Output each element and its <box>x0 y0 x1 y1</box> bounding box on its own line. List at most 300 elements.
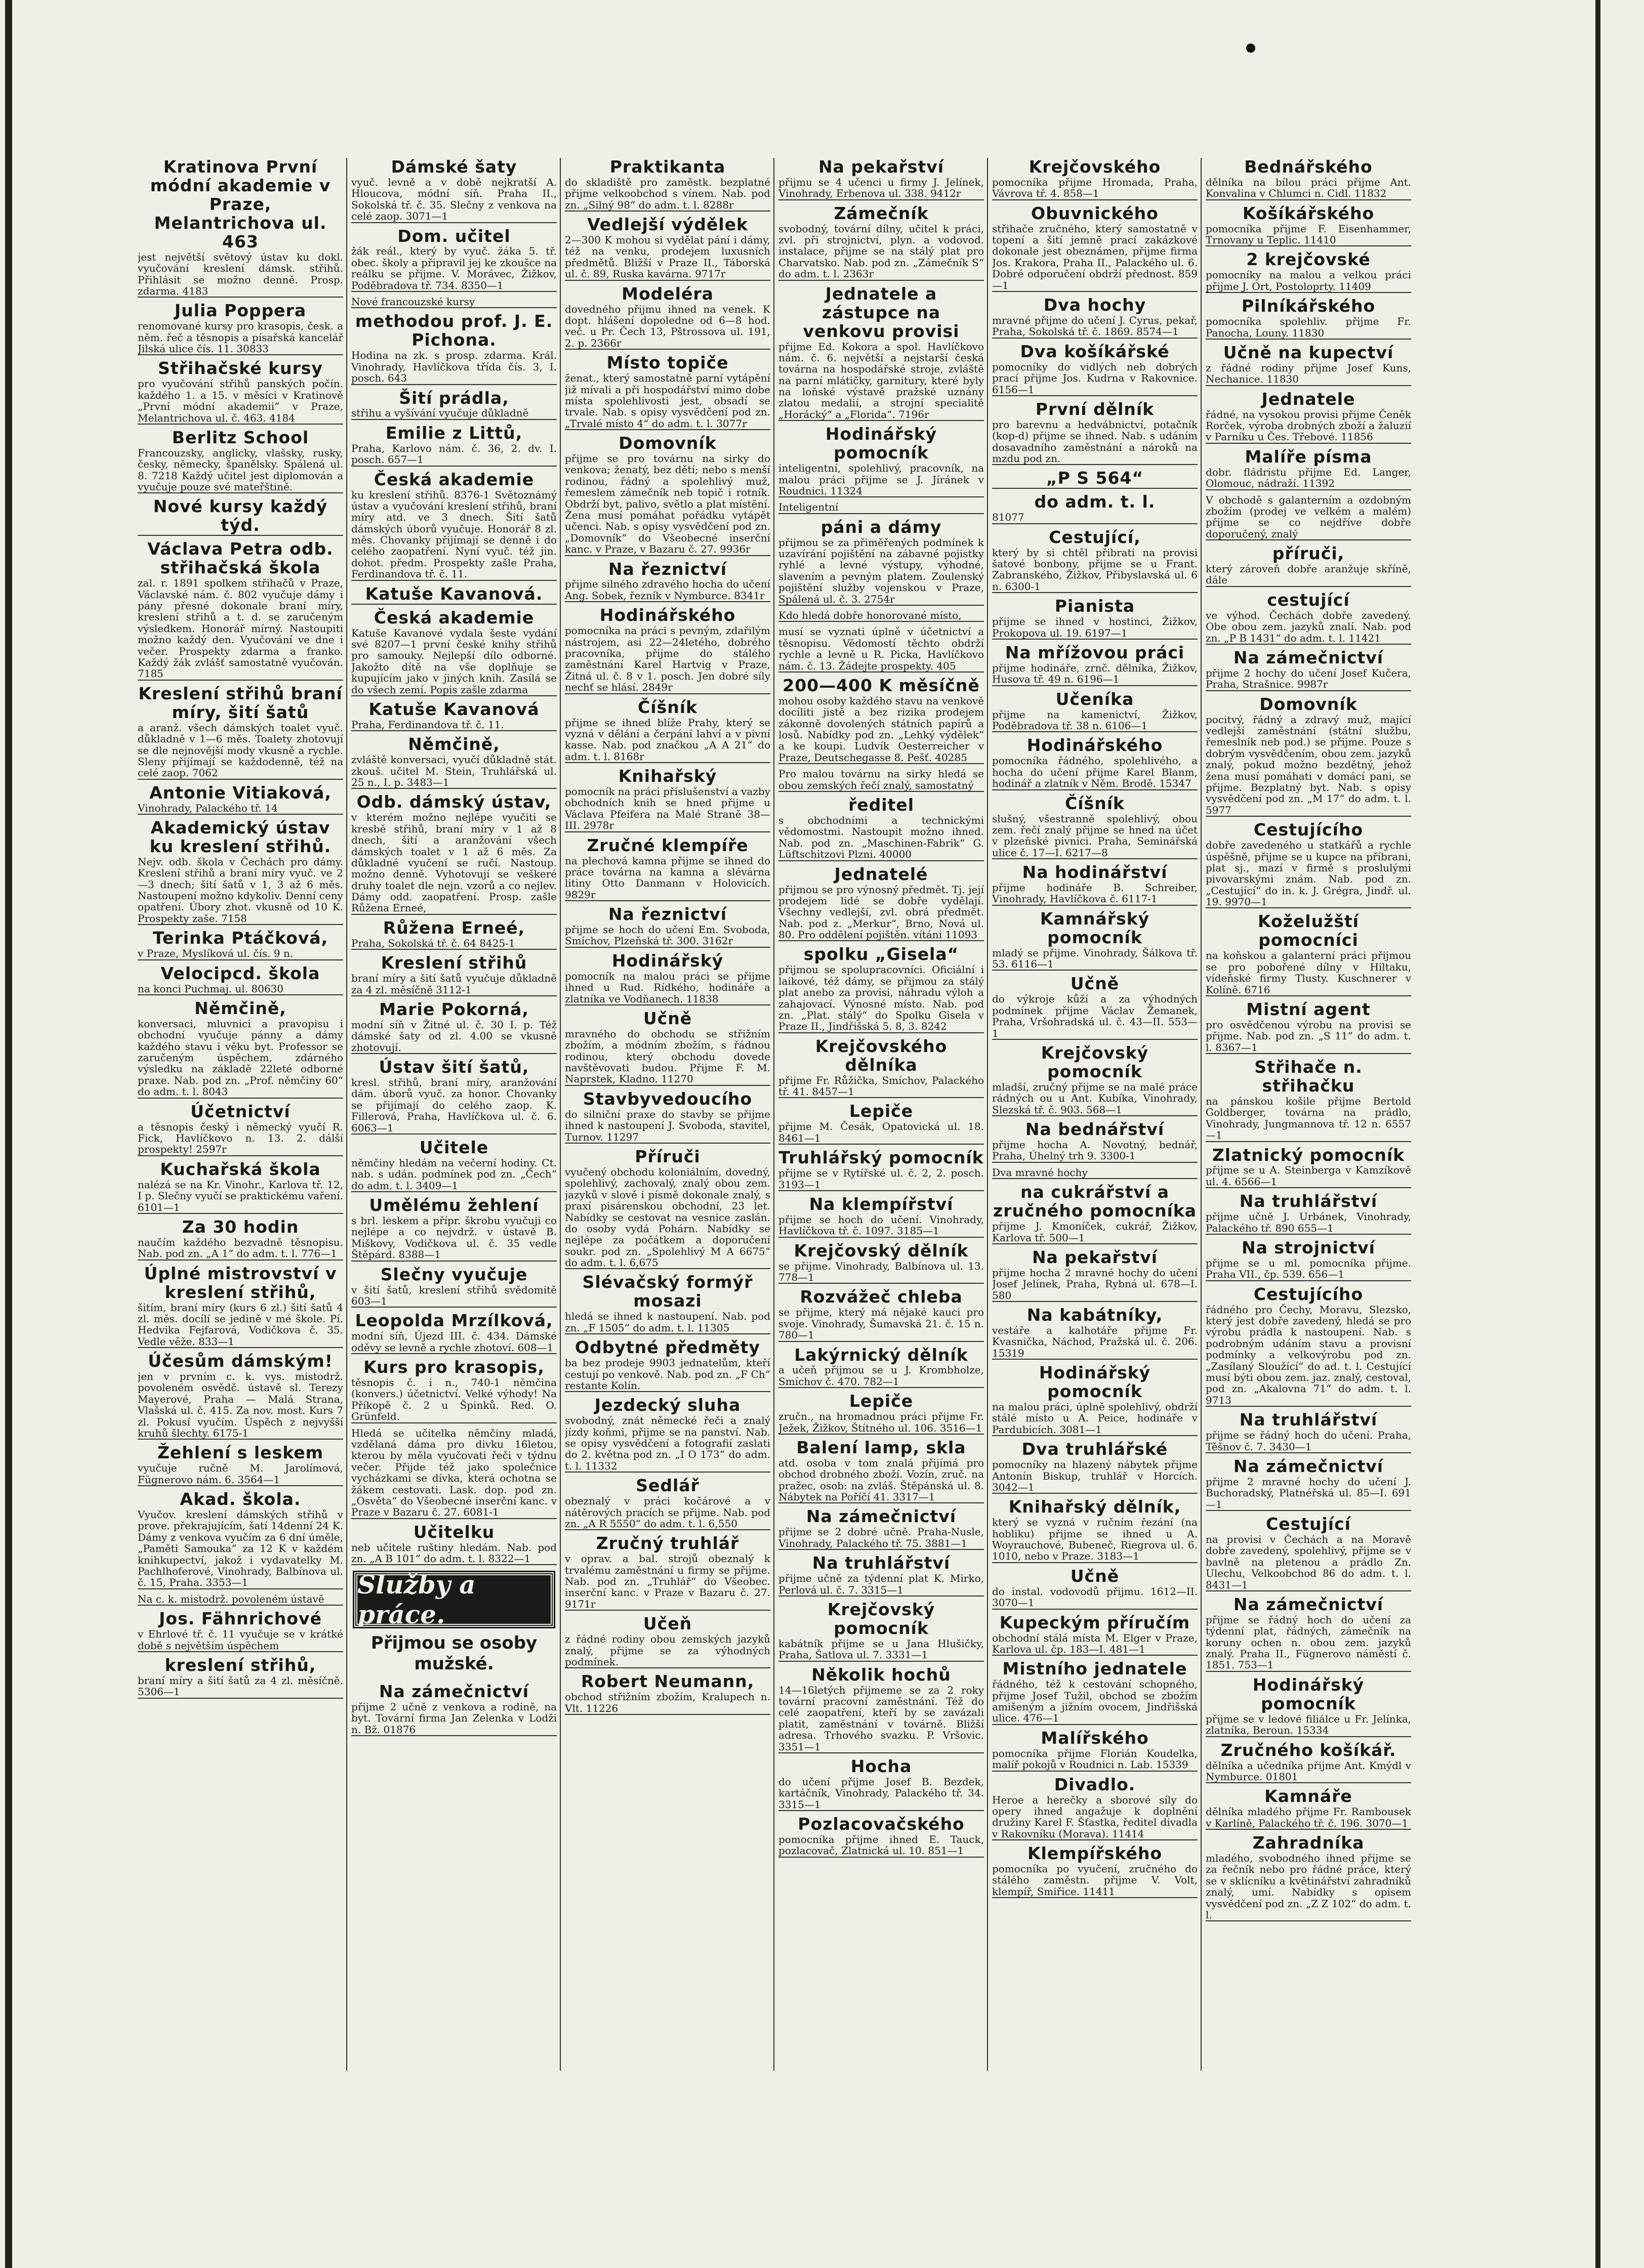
classified-ad <box>1206 390 1411 444</box>
classified-ad <box>351 296 557 308</box>
ad-heading: Na zámečnictví <box>1233 1594 1384 1614</box>
ad-column-5 <box>992 158 1198 2071</box>
ad-heading: Na truhlářství <box>1239 1191 1378 1211</box>
classified-ad <box>778 1439 984 1504</box>
ad-heading: Kuchařská škola <box>160 1159 321 1179</box>
ad-heading: Učně <box>1070 1566 1120 1586</box>
classified-ad <box>1206 1834 1411 1921</box>
ad-heading: Dom. učitel <box>397 226 511 246</box>
classified-ad <box>1206 1515 1411 1591</box>
classified-ad <box>778 945 984 1033</box>
ad-heading: Lakýrnický dělník <box>794 1345 968 1365</box>
classified-ad <box>778 677 984 764</box>
ad-body: přijme se ihned blíže Prahy, který se vyzná v dělání a čerpání lahví a v pivní kasse. Nab. pod značkou „A A 21“ do adm. t. l. 8168r <box>565 716 770 763</box>
classified-ad <box>565 1338 770 1392</box>
ad-heading: Václava Petra odb. střihačská škola <box>147 539 334 578</box>
classified-ad <box>565 216 770 281</box>
ad-body: kabátník přijme se u Jana Hlušičky, Praha, Šatlova ul. 7. 3331—1 <box>778 1637 984 1661</box>
ad-heading: Účesům dámským! <box>148 1351 333 1371</box>
classified-ad <box>992 1364 1198 1436</box>
classified-ad <box>992 1729 1198 1772</box>
ad-body: v Praze, Myslíková ul. čís. 9 n. <box>138 947 294 960</box>
ad-body: Dva mravné hochy <box>992 1166 1088 1179</box>
ad-heading: Kurs pro krasopis, <box>363 1357 545 1377</box>
classified-ad <box>138 359 343 425</box>
ad-body: v kterém možno nejlépe vyučiti se kresbě střihů, braní míry v 1 až 8 dnech, šití a aranžování všech dámských toalet v 1 až 6 měs. Za důkladné vyučení se ručí. Nastoup. možno denně. Vyhotovují se veškeré druhy toalet dle nejn. vzorů a co nejlev. Dámy odd. zaopatření. Prosp. zašle Růžena Erneé, <box>351 811 557 914</box>
classified-ad <box>565 1477 770 1530</box>
ad-body: střihače zručného, který samostatně v topení a šití jemně prací zakázkové dokonale jest obeznámen, přijme firma Jos. Krakora, Praha II., Palackého ul. 6. Dobré odporučení obdrží přednost. 859—1 <box>992 222 1198 291</box>
classified-ad <box>1206 448 1411 490</box>
ad-heading: Krejčovský pomocník <box>1041 1043 1149 1081</box>
ad-body: přijme se pro továrnu na sirky do venkova; ženatý, bez dětí; nebo s menší rodinou, řádný a spolehlivý muž, řemeslem zámečník neb topič i rotník. Obdrží byt, palivo, světlo a plat místění. Žena musí pomáhat pořádku vytápět učenci. Nab. s opisy vysvědčení pod zn. „Domovník“ do Všeobecné inserční kanc. v Praze, v Bazaru č. 27. 9936r <box>565 452 770 556</box>
ad-heading: Robert Neumann, <box>581 1671 755 1692</box>
ad-body: Vinohrady, Palackého tř. 14 <box>138 802 278 814</box>
ad-heading: Bednářského <box>1244 158 1373 177</box>
ad-heading: Na řeznictví <box>608 904 727 925</box>
ad-body: Vyučov. kreslení dámských střihů v prove. překrajujícím, šatí 14denní 24 K. Dámy z venkova vyučím za 6 dní úměle, „Paměti Samouka“ za 12 K v každém knihkupectví, jakož i vydavatelky M. Pachlhoferové, Vinohrady, Balbínova ul. č. 15, Praha. 3353—1 <box>138 1508 343 1589</box>
classified-ad <box>138 429 343 494</box>
classified-ad <box>351 1000 557 1054</box>
ad-heading: Pilníkářského <box>1241 296 1376 316</box>
ad-body: který se vyzná v ručním řezání (na hobliku) přijme se ihned u A. Woyrauchové, Bubeneč, Riegrova ul. 6. 1010, nebo v Praze. 3183—1 <box>992 1516 1198 1563</box>
classified-ad <box>351 227 557 292</box>
ad-heading: Číšník <box>638 697 697 717</box>
ad-body: přijme hodináře B. Schreiber, Vinohrady, Havlíčkova č. 6117-1 <box>992 881 1198 905</box>
classified-ad <box>992 1776 1198 1841</box>
classified-ad <box>1206 1595 1411 1672</box>
section-banner-title: Služby a práce. <box>357 1570 476 1630</box>
ad-body: dobře zavedeného u statkářů a rychle úspěšně, přijme se u kupce na příbrani, plat sj., mazí v firmě s proslulými pivovarskými znám. Nab. pod zn. „Cestující“ do in. k. J. Grégra, Jindř. ul. 19. 9970—1 <box>1206 839 1411 908</box>
ad-heading: Střihačské kursy <box>158 358 323 379</box>
classified-ad <box>778 865 984 942</box>
ad-body: z řádné rodiny obou zemských jazyků znalý, přijme se za výhodných podmínek. <box>565 1633 770 1668</box>
ad-body: mladší, zručný přijme se na malé práce rádných ou u Ant. Kubíka, Vinohrady, Slezská tř. č. 903. 568—1 <box>992 1080 1198 1116</box>
ad-body: Francouzsky, anglicky, vlašsky, rusky, česky, německy, španělsky. Spálená ul. 8. 7218 Každý učitel jest diplomován a vyučuje pouze své mateřštině. <box>138 446 343 493</box>
ad-heading: Na truhlářství <box>812 1553 951 1573</box>
ad-heading: Berlitz School <box>172 427 309 447</box>
classified-ad <box>351 424 557 467</box>
classified-ad <box>1206 1457 1411 1511</box>
classified-ad <box>1206 1000 1411 1054</box>
ad-heading: Knihařský <box>618 766 717 786</box>
classified-ad <box>565 434 770 556</box>
ad-body: vestáře a kalhotáře přijme Fr. Kvasnička, Náchod, Pražská ul. č. 206. 15319 <box>992 1324 1198 1359</box>
ad-heading: Akad. škola. <box>180 1489 301 1509</box>
classified-ad <box>138 999 343 1099</box>
ad-heading: Hodinářského <box>599 605 736 625</box>
ad-heading: Truhlářský pomocník <box>778 1148 984 1168</box>
ad-heading: Učitele <box>419 1137 489 1157</box>
classified-ad <box>1206 695 1411 817</box>
classified-ad <box>992 1660 1198 1725</box>
ad-heading: Stavbyvedoucího <box>583 1088 753 1109</box>
classified-ad <box>992 644 1198 686</box>
ad-heading: Hodinářský pomocník <box>1252 1674 1365 1713</box>
ad-body: na malou práci, úplně spolehlivý, obdrží stálé místo u A. Peice, hodináře v Pardubicích. 3081—1 <box>992 1401 1198 1436</box>
ad-heading: Za 30 hodin <box>182 1216 299 1237</box>
ad-heading: Kreslení střihů braní míry, šití šatů <box>138 683 343 722</box>
classified-ad <box>565 1615 770 1668</box>
classified-ad <box>138 1593 343 1606</box>
ad-body: a těsnopis český i německý vyučí R. Fick, Havlíčkovo n. 13. 2. dálší prospekty! 2597r <box>138 1120 343 1156</box>
ad-heading: Na strojnictví <box>1241 1237 1375 1257</box>
ad-heading: První dělník <box>1035 399 1155 419</box>
ad-body: přijme 2 mravné hochy do učení J. Buchoradský, Platnéřská ul. 85—I. 691—1 <box>1206 1475 1411 1510</box>
classified-ad <box>778 1666 984 1753</box>
ad-body: 2—300 K mohou si vydělat pání i dámy, též na venku, prodejem luxusních předmětů. Bližší v Praze II., Táborská ul. č. 89, Ruska kavárna. 9717r <box>565 234 770 280</box>
ad-body: pomocníka přijme Florián Koudelka, malíř pokojů v Roudnici n. Lab. 15339 <box>992 1747 1198 1771</box>
classified-ad <box>138 1490 343 1589</box>
ad-body: braní míry a šití šatů za 4 zl. měsíčně. 5306—1 <box>138 1674 343 1698</box>
classified-ad <box>1206 297 1411 340</box>
ad-body: Praha, Sokolská tř. č. 64 8425-1 <box>351 937 515 949</box>
ad-heading: Kamnářský pomocník <box>1040 908 1150 947</box>
section-subheading: Přijmou se osoby mužské. <box>371 1633 538 1674</box>
classified-ad <box>351 1196 557 1262</box>
classified-ad <box>778 518 984 606</box>
ad-body: se přijme, který má nějaké kauci pro svoje. Vinohrady, Šumavská 21. č. 15 n. 780—1 <box>778 1306 984 1341</box>
classified-ad <box>778 1037 984 1099</box>
ad-column-3 <box>565 158 770 2071</box>
ad-heading: Hodinářský pomocník <box>825 424 937 463</box>
classified-ad <box>1206 250 1411 293</box>
ad-body: přijme učně J. Urbánek, Vinohrady, Palackého tř. 890 655—1 <box>1206 1210 1411 1234</box>
classified-ad <box>565 1273 770 1334</box>
ad-heading: Modeléra <box>622 283 714 304</box>
classified-ad <box>778 1195 984 1238</box>
ad-heading: Dva truhlářské <box>1021 1439 1168 1459</box>
classified-ad <box>1206 204 1411 247</box>
classified-ad <box>565 354 770 430</box>
ad-body: přijme silného zdravého hocha do učení Ang. Sobek, řezník v Nymburce. 8341r <box>565 578 770 602</box>
ad-body: modní síň v Žitné ul. č. 30 I. p. Též dámské šaty od zl. 4.00 se vkusně zhotovují. <box>351 1018 557 1054</box>
ad-body: obchod střižním zbožím, Kralupech n. Vlt. 11226 <box>565 1691 770 1714</box>
ad-body: ba bez prodeje 9903 jednatelům, kteří cestují po venkově. Nab. pod zn. „F Ch“ restante Kolín. <box>565 1357 770 1392</box>
ad-heading: Dámské šaty <box>391 158 517 177</box>
classified-ad <box>565 158 770 212</box>
ad-body: Praha, Ferdinandova tř. č. 11. <box>351 718 504 731</box>
ad-heading: Mistního jednatele <box>1002 1659 1187 1679</box>
classified-ad <box>1206 1741 1411 1784</box>
classified-ad <box>778 768 984 792</box>
ad-heading: Umělému žehlení <box>369 1195 539 1215</box>
classified-ad <box>992 1183 1198 1244</box>
classified-ad <box>992 1844 1198 1898</box>
ad-column-4 <box>778 158 984 2071</box>
ad-heading: Krejčovského dělníka <box>815 1036 948 1075</box>
ad-body: přijme se řádný hoch do učení za týdenní plat, řádných, zámečník na koruny ochen n. obou zem. jazyků znalý. Praha II., Fügnerovo náměstí č. 1851. 753—1 <box>1206 1613 1411 1671</box>
ad-heading: Cestujícího <box>1253 820 1364 840</box>
ad-body: Hodina na zk. s prosp. zdarma. Král. Vinohrady, Havlíčkova třída čís. 3, I. posch. 643 <box>351 349 557 385</box>
classified-ad <box>992 975 1198 1040</box>
classified-ad <box>138 1352 343 1440</box>
ad-heading: Praktikanta <box>609 158 726 177</box>
ad-body: dělníka a učedníka přijme Ant. Kmýdl v Nymburce. 01801 <box>1206 1759 1411 1783</box>
classified-ad <box>778 1507 984 1550</box>
ad-body: dělníka mladého přijme Fr. Rambousek v Karlíně, Palackého tř. č. 196. 3070—1 <box>1206 1805 1411 1829</box>
ad-heading: Na pekařství <box>818 158 944 177</box>
ad-body: pomocník na malou práci se přijme ihned u Rud. Rídkého, hodináře a zlatníka ve Vodňanech. 11838 <box>565 970 770 1005</box>
ad-body: Heroe a herečky a sborové síly do opery ihned angažuje k doplnění družiny Karel F. Šťastka, ředitel divadla v Rakovníku (Morava). 11414 <box>992 1793 1198 1840</box>
ad-heading: Domovník <box>1259 694 1358 714</box>
ad-heading: Odbytné předměty <box>575 1337 760 1358</box>
classified-ad <box>138 1103 343 1156</box>
ad-heading: Na bednářství <box>1025 1119 1165 1140</box>
classified-ad <box>351 1139 557 1192</box>
ad-body: pocitvý, řádný a zdravý muž, mající vedlejší zaměstnání (státní službu, řemeslník neb pod.) se přijme. Pouze s dobrým vysvědčením, obou zem. jazyků znalý, pokud možno bezdětný, jehož žena musí pomáhati v domácí pani, se přijme. Bezplatný byt. Nab. s opisy vysvědčení pod zn. „M 17“ do adm. t. l. 5977 <box>1206 713 1411 816</box>
classified-ad <box>778 1757 984 1811</box>
classified-ad <box>992 1567 1198 1610</box>
ad-heading: Odb. dámský ústav, <box>356 792 552 812</box>
ad-heading: Cestujícího <box>1253 1284 1364 1304</box>
classified-ad <box>351 1358 557 1423</box>
classified-ad <box>1206 158 1411 200</box>
ad-body: těsnopis č. i n., 740-1 němčina (konvers.) účetnictví. Velké výhody! Na Příkopě č. 2 u Špinků. Red. O. Grünfeld. <box>351 1376 557 1423</box>
ad-body: a aranž. všech dámských toalet vyuč. důkladně v 1—6 měs. Toalety zhotovují se dle nejnovější mody vkusně a rychle. Sleny přijímají se každodenně, též na celé zaop. 7062 <box>138 721 343 779</box>
ad-heading: Pianista <box>1054 596 1135 616</box>
classified-ad <box>992 296 1198 339</box>
ad-body: do učení přijme Josef B. Bezdek, kartáčník, Vinohrady, Palackého tř. 34. 3315—1 <box>778 1775 984 1811</box>
ad-heading: Marie Pokorná, <box>379 999 529 1019</box>
ad-body: řádného, též k cestování schopného, přijme Josef Tužil, obchod se zbožím amišeným a jižním ovocem, Jindřišská ulice. 476—1 <box>992 1678 1198 1725</box>
classified-ad <box>1206 649 1411 691</box>
classified-ad <box>778 285 984 422</box>
classified-ad <box>778 610 984 622</box>
ad-body: v šití šatů, kreslení střihů svědomitě 603—1 <box>351 1283 557 1307</box>
ad-heading: Němčině, <box>194 998 286 1018</box>
ad-heading: Slečny vyučuje <box>380 1264 528 1284</box>
ad-heading: příruči, <box>1272 543 1345 564</box>
ad-body: na provisi v Čechách a na Moravě dobře zavedený, spolehlivý, přijme se v bavlně na pletenou a prádlo Zn. Ulechu, Velkoobchod 86 do adm. t. l. 8431—1 <box>1206 1533 1411 1591</box>
ad-heading: Dva košíkářské <box>1020 341 1170 361</box>
classified-ad <box>138 1265 343 1348</box>
ad-body: mravné přijme do učení J. Cyrus, pekař, Praha, Sokolská tř. č. 1869. 8574—1 <box>992 314 1198 338</box>
ad-body: přijme na kamenictví, Žižkov, Poděbradova tř. 38 n. 6106—1 <box>992 708 1198 732</box>
ad-body: přijme se u ml. pomocníka přijme. Praha VII., čp. 539. 656—1 <box>1206 1256 1411 1281</box>
ad-body: Nové francouzské kursy <box>351 296 475 308</box>
ad-heading: Hocha <box>850 1756 912 1776</box>
ad-heading: 200—400 K měsíčně <box>783 675 980 695</box>
classified-ad <box>992 1306 1198 1360</box>
classified-ad <box>138 158 343 298</box>
classified-ad <box>992 493 1198 524</box>
ad-heading: Česká akademie <box>374 469 535 489</box>
ad-body: pomocníka řádného, spolehlivého, a hocha do učení přijme Karel Blanm, hodinář a zlatník v Něm. Brodě. 15347 <box>992 754 1198 790</box>
ad-body: s brl. leskem a přípr. škrobu vyučuji co nejlépe a co nejvdrž. v ústavě B. Miškovy, Vodičkova ul. č. 35 vedle Štěpárd. 8388—1 <box>351 1214 557 1261</box>
classified-ad <box>992 794 1198 860</box>
classified-ad <box>778 1288 984 1341</box>
classified-ad <box>992 1167 1198 1179</box>
ad-heading: Česká akademie <box>374 607 535 627</box>
ad-body: řádné, na vysokou provisi přijme Čeněk Rorček, výroba drobných zboží a žaluzií v Parníku u Čes. Třebové. 11856 <box>1206 408 1411 443</box>
ad-heading: Na zámečnictví <box>379 1682 529 1702</box>
ad-heading: Na zámečnictví <box>1233 647 1384 667</box>
classified-ads-sheet <box>138 158 1413 2071</box>
classified-ad <box>1206 1192 1411 1235</box>
ad-heading: Krejčovský pomocník <box>827 1599 935 1638</box>
ad-body: přijme se v ledové filiálce u Fr. Jelínka, zlatníka, Beroun. 15334 <box>1206 1712 1411 1737</box>
classified-ad <box>565 1090 770 1144</box>
ad-heading: Úplné mistrovství v kreslení střihů, <box>144 1263 337 1302</box>
ad-heading: Zlatnický pomocník <box>1212 1145 1405 1165</box>
ad-heading: Jednatele <box>1261 389 1355 409</box>
ad-heading: Zručný truhlář <box>596 1533 739 1553</box>
ad-body: naučím každého bezvadně těsnopisu. Nab. pod zn. „A 1“ do adm. t. l. 776—1 <box>138 1236 343 1260</box>
ad-body: neb učitele ruštiny hledám. Nab. pod zn. „A B 101“ do adm. t. l. 8322—1 <box>351 1541 557 1565</box>
ad-body: na koňskou a galanterní práci přijmou se pro pobořené dílny v Hiltaku, vídeňské firmy Tlusty. Kuschnerer v Kolíně. 6716 <box>1206 949 1411 996</box>
classified-ad <box>1206 344 1411 386</box>
ad-body: na pánskou košile přijme Bertold Goldberger, továrna na prádlo, Vinohrady, Jungmannova tř. 12 n. 6557—1 <box>1206 1095 1411 1142</box>
ad-body: mladého, svobodného ihned přijme se za řečník nebo pro řádné práce, který se v sklícníku a květinářství zahradníků znalý, umí. Nabídky s opisem vysvědčení pod zn. „Z Z 102“ do adm. t. l. <box>1206 1852 1411 1921</box>
classified-ad <box>992 910 1198 971</box>
ad-heading: Obuvnického <box>1031 203 1159 223</box>
classified-ad <box>1206 494 1411 541</box>
column-rule <box>346 158 347 2071</box>
classified-ad <box>778 204 984 281</box>
ad-body: 81077 <box>992 511 1024 524</box>
ad-body: svobodný, znát německé řeči a znalý jízdy koňmi, přijme se na panství. Nab. se opisy vysvědčení a fotografií zaslati do 2. května pod zn. „I O 173“ do adm. t. l. 11332 <box>565 1414 770 1472</box>
ad-body: svobodný, tovární dílny, učitel k práci, zvl. při strojnictví, plyn. a vodovod. instalace, přijme se na stálý plat pro Charvatsko. Nab. pod zn. „Zámečník S“ do adm. t. l. 2363r <box>778 222 984 280</box>
ad-heading: ředitel <box>848 795 915 815</box>
ad-heading: Jednatelé <box>834 864 928 884</box>
classified-ad <box>565 952 770 1005</box>
classified-ad <box>138 929 343 960</box>
ad-body: ku kreslení střihů. 8376-1 Světoznámý ústav a vyučování kreslení střihů, braní míry atd. ve 3 dnech. Šití šatů dámských úborů vyučuje. Honorář 8 zl. měs. Chovanky přijímají se denně i do celého zaopatření. Nyní vyuč. též jin. dohot. předm. Prospekty zašle Praha, Ferdinandova tř. č. 11. <box>351 488 557 580</box>
ad-body: vyučený obchodu koloniálním, dovedný, spolehlivý, zachovalý, znalý obou zem. jazyků v slově i písmě dokonale znalý, s praxí pisárenskou obchodní, 23 let. Nabídky se cestovat na vesnice zaslán. do osoby vydá Pohárn. Nabídky se nejlépe za počátkem a doporučení soukr. pod zn. „Spolehlivý M A 6675“ do adm. t. l. 6,675 <box>565 1165 770 1269</box>
ad-heading: methodou prof. J. E. Pichona. <box>355 311 553 350</box>
ad-body: přijmou se spolupracovníci. Oficiální i laikové, též dámy, se přijmou za stálý plat anebo za provisi, náhradu výloh a zahajovací. Výnosné místo. Nab. pod zn. „Plat. stálý“ do Spolku Gisela v Praze II., Jindřišská 5. 8, 3. 8242 <box>778 963 984 1033</box>
ad-heading: Hodinářského <box>1026 735 1163 755</box>
ad-heading: Lepiče <box>849 1101 914 1121</box>
ad-heading: Jezdecký sluha <box>594 1395 741 1415</box>
classified-ad <box>992 1120 1198 1163</box>
classified-ad <box>565 606 770 694</box>
classified-ad <box>565 905 770 948</box>
ad-body: a učeň přijmou se u J. Krombholze, Smíchov č. 470. 782—1 <box>778 1364 984 1388</box>
ad-heading: Katuše Kavanová. <box>365 583 543 604</box>
ad-heading: Růžena Erneé, <box>383 917 525 938</box>
ad-heading: Na truhlářství <box>1239 1410 1378 1430</box>
ad-body: jen v prvním c. k. vys. mistodrž. povoleném osvědč. ústavě sl. Terezy Mayerové, Praha — Malá Strana, Vlašská ul. č. 415. Za nov. most. Kurs 7 zl. Pokusí vyučím. Úspěch z nejvyšší kruhů šlechty. 6175-1 <box>138 1370 343 1439</box>
ad-heading: Dva hochy <box>1043 295 1146 315</box>
ad-body: přijme hocha A. Novotný, bednář, Praha, Úhelný trh 9. 3300-1 <box>992 1139 1198 1162</box>
ad-body: do instal. vodovodů přijmu. 1612—II. 3070—1 <box>992 1585 1198 1609</box>
classified-ad <box>138 1444 343 1486</box>
ad-body: Inteligentní <box>778 501 839 514</box>
ad-heading: Kreslení střihů <box>381 953 527 973</box>
ad-body: Nejv. odb. škola v Čechách pro dámy. Kreslení střihů a braní míry vyuč. ve 2—3 dnech; šití šatů v 1, 3 až 6 měs. Nastoupení možno kdykoliv. Denní ceny opatření. Úbory zhot. vkusně od 10 K. Prospekty zaše. 7158 <box>138 855 343 925</box>
classified-ad <box>565 767 770 832</box>
ad-heading: Učeníka <box>1055 689 1134 709</box>
ad-heading: Leopolda Mrzílková, <box>355 1311 553 1331</box>
ad-heading: Na klempířství <box>809 1194 954 1214</box>
ad-heading: Učně na kupectví <box>1223 342 1394 362</box>
ad-body: pomocníka spolehliv. přijme Fr. Panocha, Louny. 11830 <box>1206 315 1411 339</box>
ad-heading: cestující <box>1267 590 1350 610</box>
ad-body: pro osvědčenou výrobu na provisi se přijme. Nab. pod zn. „S 11“ do adm. t. l. 8367—1 <box>1206 1018 1411 1054</box>
ad-body: V obchodě s galanterním a ozdobným zbožím (prodej ve velkém a malém) přijme se co nejdříve dobře doporučený, znalý <box>1206 493 1411 540</box>
classified-ad <box>992 1248 1198 1302</box>
ad-body: obeznalý v práci kočárové a v nátěrových pracích se přijme. Nab. pod zn. „A R 5550“ do adm. t. l. 6,550 <box>565 1495 770 1530</box>
classified-ad <box>1206 591 1411 645</box>
classified-ad <box>992 400 1198 466</box>
classified-ad <box>992 158 1198 200</box>
column-rule <box>560 158 561 2071</box>
classified-ad <box>351 793 557 914</box>
classified-ad <box>351 1523 557 1566</box>
ad-heading: Rozvážeč chleba <box>800 1287 963 1307</box>
classified-ad <box>778 1149 984 1191</box>
classified-ad <box>1206 821 1411 908</box>
ad-body: Na c. k. mistodrž. povoleném ústavě <box>138 1592 324 1605</box>
classified-ad <box>778 1102 984 1145</box>
classified-ad <box>1206 1676 1411 1737</box>
ad-heading: Pozlacovačského <box>798 1814 965 1834</box>
classified-ad <box>1206 1239 1411 1281</box>
ad-body: do výkroje kůží a za výhodných podmínek přijme Václav Žemanek, Praha, Vršohradská ul. č. 43—II. 553—1 <box>992 993 1198 1039</box>
ad-heading: na cukrářství a zručného pomocníka <box>993 1182 1197 1221</box>
ad-heading: Žehlení s leskem <box>157 1443 324 1463</box>
classified-ad <box>138 784 343 815</box>
classified-ad <box>778 1392 984 1435</box>
classified-ad <box>778 1601 984 1662</box>
ad-body: dobr. fládristu přijme Ed. Langer, Olomouc, nádraží. 11392 <box>1206 466 1411 490</box>
ad-heading: Cestující, <box>1049 527 1141 547</box>
ad-body: z řádné rodiny přijme Josef Kuns, Nechanice. 11830 <box>1206 361 1411 386</box>
classified-ad <box>351 158 557 223</box>
ad-body: přijmu se 4 učenci u firmy J. Jelínek, Vinohrady, Erbenova ul. 338. 9412r <box>778 176 984 200</box>
classified-ad <box>778 1346 984 1389</box>
classified-ad <box>138 1656 343 1699</box>
classified-ad <box>992 863 1198 906</box>
ad-body: přijme 2 učně z venkova a rodině, na byt. Tovární firma Jan Zelenka v Lodži n. Bž. 01876 <box>351 1700 557 1736</box>
ad-body: obchodní stálá místa M. Elger v Praze, Karlova ul. čp. 183—I. 481—1 <box>992 1631 1198 1655</box>
ad-body: dovedného přijmu ihned na venek. K dopt. hlášení dopoledne od 6—8 hod. več. u Pr. Čech 13, Pštrossova ul. 191, 2. p. 2366r <box>565 303 770 349</box>
classified-ad <box>992 690 1198 733</box>
ad-heading: páni a dámy <box>820 517 942 537</box>
classified-ad <box>778 1815 984 1858</box>
ad-heading: Velocipcd. škola <box>160 963 320 983</box>
ad-body: modní síň, Újezd III. č. 434. Dámské oděvy se levně a rychle zhotoví. 608—1 <box>351 1330 557 1354</box>
ad-heading: Koželužští pomocníci <box>1258 911 1359 950</box>
ad-body: přijmou se pro výnosný předmět. Tj. její prodejem lidé se dobře vydělají. Všechny vedlejší, zvl. obrá předmět. Nab. pod z. „Merkur“, Brno, Nová ul. 80. Pro oddělení pojištěn. vítáni 11093 <box>778 883 984 941</box>
classified-ad <box>351 919 557 950</box>
ad-body: přijme se hoch do učení Em. Svoboda, Smíchov, Plzeňská tř. 300. 3162r <box>565 923 770 947</box>
ad-heading: Slévačský formýř mosazi <box>582 1272 753 1311</box>
ad-heading: Na kabátníky, <box>1026 1305 1163 1325</box>
ad-body: přijme Fr. Růžička, Smíchov, Palackého tř. 41. 8457—1 <box>778 1074 984 1098</box>
ad-body: mravného do obchodu se střižním zbožím, a módním zbožím, s řádnou rodinou, který obchodu dovede navštěvovati budou. Přijme F. M. Naprstek, Kladno. 11270 <box>565 1027 770 1085</box>
ad-heading: Několik hochů <box>811 1664 951 1685</box>
ad-body: vyuč. levně a v době nejkratší A. Hloucova, módní síň. Praha II., Sokolská tř. č. 35. Slečny z venkova na celé zaop. 3071—1 <box>351 176 557 223</box>
ad-body: jest největší světový ústav ku dokl. vyučování kreslení dámsk. střihů. Přihlásit se možno denně. Prosp. zdarma. 4183 <box>138 250 343 297</box>
ad-body: přijme Ed. Kokora a spol. Havlíčkovo nám. č. 6. největší a nejstarší česká továrna na hospodářské stroje, zvláště na parní mlátičky, garnitury, které byly na loňské výstavě pražské uznány zlatou medalií, a strojní specialitě „Horácký“ a „Florida“. 7196r <box>778 340 984 421</box>
ad-body: Katuše Kavanové vydala šeste vydání své 8207—1 první české knihy střihů pro samouky. Nejlepší dílo odborné. Jakožto dítě na vše doplňuje se kupujícím jako v jiných knih. Zasílá se do všech zemí. Popis zašle zdarma <box>351 626 557 696</box>
classified-ad <box>138 1160 343 1214</box>
ad-heading: 2 krejčovské <box>1246 249 1371 270</box>
ad-heading: Na zámečnictví <box>806 1506 957 1527</box>
ad-body: pomocníky do vidlých neb dobrých prací přijme Jos. Kudrna v Rakovnice. 6156—1 <box>992 360 1198 396</box>
ad-heading: Němčině, <box>408 734 500 754</box>
ad-body: v oprav. a bal. strojů obeznalý k trvalému zaměstnání u firmy se přijme. Nab. pod zn. „Truhlář“ do Všeobec. inserční kanc. v Praze v Bazaru č. 27. 9171r <box>565 1552 770 1610</box>
ad-heading: Na pekařství <box>1032 1247 1158 1267</box>
ad-heading: Zahradníka <box>1252 1833 1365 1853</box>
ad-heading: Kupeckým příručím <box>999 1612 1190 1632</box>
classified-ad <box>1206 1058 1411 1142</box>
ad-heading: Učně <box>643 1008 692 1028</box>
ad-body: pomocníka po vyučení, zručného do stálého zaměstn. přijme V. Volt, klempíř, Smiřice. 11411 <box>992 1863 1198 1898</box>
classified-ad <box>565 285 770 350</box>
